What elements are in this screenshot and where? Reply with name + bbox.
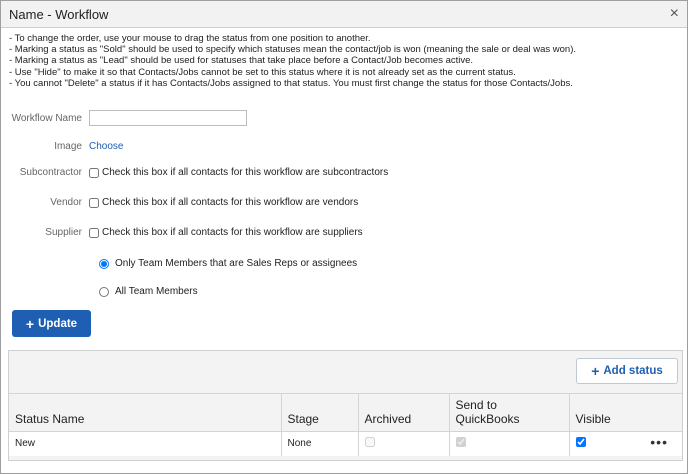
choose-image-link[interactable]: Choose xyxy=(89,141,124,152)
dialog-title: Name - Workflow xyxy=(9,6,109,22)
subcontractor-label: Subcontractor xyxy=(19,167,82,178)
workflow-name-row xyxy=(1,110,687,126)
column-header-visible[interactable]: Visible xyxy=(569,394,682,432)
supplier-text: Check this box if all contacts for this workflow are suppliers xyxy=(102,227,363,238)
visible-checkbox[interactable] xyxy=(576,437,586,447)
cell-status-name: New xyxy=(9,432,281,456)
cell-visible xyxy=(569,432,682,456)
help-line: - Marking a status as "Lead" should be used for statuses that take place before a Contact/Job becomes active. xyxy=(9,55,474,67)
workflow-name-label: Workflow Name xyxy=(11,112,82,124)
supplier-label: Supplier xyxy=(45,227,82,238)
help-line: - To change the order, use your mouse to drag the status from one position to another. xyxy=(9,33,371,44)
column-header-archived[interactable]: Archived xyxy=(358,394,449,432)
radio-all-members[interactable] xyxy=(99,287,109,297)
column-header-send-to-quickbooks[interactable]: Send to QuickBooks xyxy=(449,394,569,432)
radio-all-members-row[interactable] xyxy=(99,286,198,297)
help-text xyxy=(1,28,687,89)
plus-icon: + xyxy=(25,315,35,332)
dialog-titlebar xyxy=(1,1,687,28)
vendor-row xyxy=(1,197,687,208)
status-table xyxy=(9,393,682,456)
send-to-quickbooks-checkbox xyxy=(456,437,466,447)
subcontractor-checkbox[interactable] xyxy=(89,168,99,178)
radio-all-members-label: All Team Members xyxy=(115,286,198,297)
help-line: - Marking a status as "Sold" should be used to specify which statuses mean the contact/job is won (meaning the sale or deal was won). xyxy=(9,44,577,56)
subcontractor-row xyxy=(1,167,687,178)
vendor-text: Check this box if all contacts for this workflow are vendors xyxy=(102,197,359,208)
plus-icon: + xyxy=(591,363,600,379)
status-grid xyxy=(8,350,683,461)
help-line: - You cannot "Delete" a status if it has Contacts/Jobs assigned to that status. You must first change the status for those Contacts/Jobs. xyxy=(9,77,573,89)
table-row[interactable] xyxy=(9,432,682,456)
cell-stage: None xyxy=(281,432,358,456)
cell-send-to-quickbooks xyxy=(449,432,569,456)
table-header-row xyxy=(9,394,682,432)
supplier-row xyxy=(1,227,687,238)
workflow-name-input[interactable] xyxy=(89,110,247,126)
cell-archived xyxy=(358,432,449,456)
archived-checkbox xyxy=(365,437,375,447)
update-button[interactable] xyxy=(12,310,91,337)
image-label: Image xyxy=(54,141,82,152)
radio-sales-reps[interactable] xyxy=(99,259,109,269)
column-header-stage[interactable]: Stage xyxy=(281,394,358,432)
more-options-icon[interactable]: ••• xyxy=(650,434,668,451)
close-icon[interactable]: × xyxy=(669,5,679,22)
add-status-label: Add status xyxy=(603,365,663,377)
vendor-label: Vendor xyxy=(50,197,82,208)
radio-sales-reps-label: Only Team Members that are Sales Reps or assignees xyxy=(115,258,358,269)
vendor-checkbox[interactable] xyxy=(89,198,99,208)
update-button-label: Update xyxy=(38,317,78,330)
supplier-checkbox[interactable] xyxy=(89,228,99,238)
image-row xyxy=(1,141,687,152)
column-header-status-name[interactable]: Status Name xyxy=(9,394,281,432)
add-status-button[interactable] xyxy=(576,358,678,384)
help-line: - Use "Hide" to make it so that Contacts/Jobs cannot be set to this status where it is not already set as the current status. xyxy=(9,66,516,78)
radio-sales-reps-row[interactable] xyxy=(99,258,357,269)
subcontractor-text: Check this box if all contacts for this workflow are subcontractors xyxy=(102,167,389,178)
